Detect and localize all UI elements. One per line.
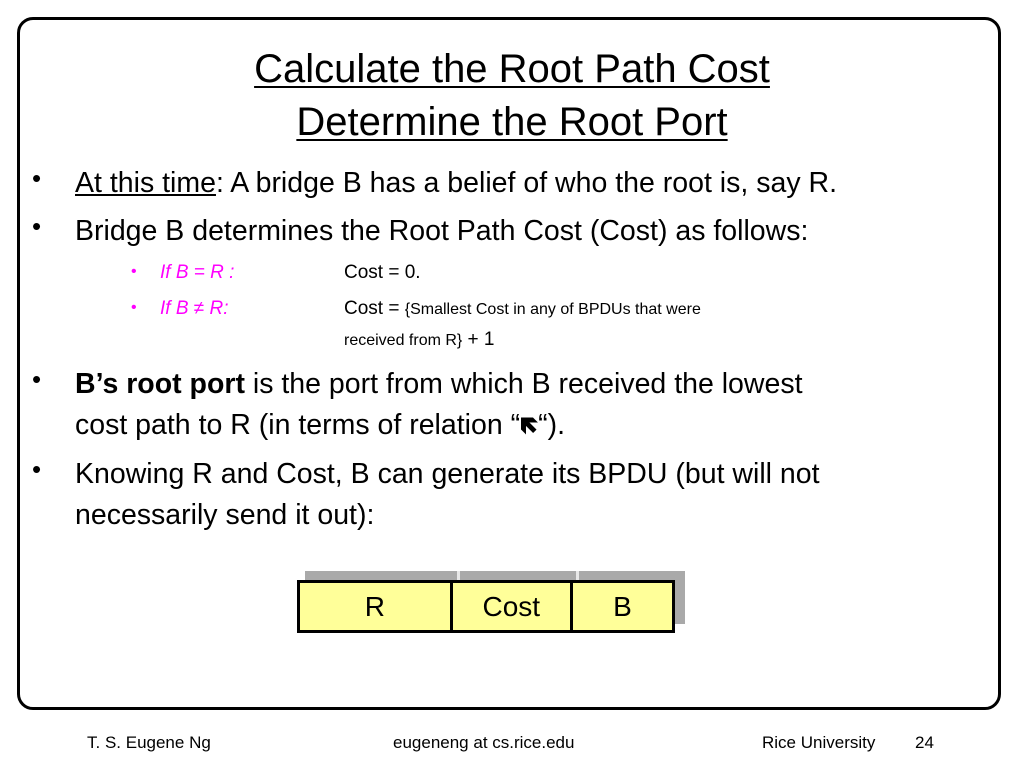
cost-formula-text: received from R} bbox=[344, 332, 463, 349]
relation-arrow-icon: 🡼 bbox=[520, 410, 539, 440]
equals-sign: = bbox=[383, 298, 405, 319]
sub-bullet-dot: • bbox=[131, 299, 137, 316]
sub-bullet-dot: • bbox=[131, 263, 137, 280]
slide-title-line1: Calculate the Root Path Cost bbox=[254, 47, 770, 91]
plus-one: + 1 bbox=[462, 329, 495, 350]
bullet-root-port-line1 bbox=[75, 364, 803, 404]
bullet-dot: • bbox=[32, 163, 42, 193]
footer-org: Rice University bbox=[762, 733, 876, 752]
bpdu-cell-bridge: B bbox=[573, 580, 675, 633]
bullet-dot: • bbox=[32, 364, 42, 394]
bpdu-cell-root: R bbox=[297, 580, 453, 633]
footer-author: T. S. Eugene Ng bbox=[87, 733, 211, 752]
at-this-time-label: At this time bbox=[75, 167, 216, 199]
footer-email: eugeneng at cs.rice.edu bbox=[393, 733, 575, 752]
bullet-bpdu-line2: necessarily send it out): bbox=[75, 499, 375, 531]
condition-b-equals-r: If B = R : bbox=[160, 262, 235, 283]
bullet-text: : A bridge B has a belief of who the root is, say R. bbox=[215, 167, 837, 199]
condition-b-not-equal-r: If B ≠ R: bbox=[160, 298, 229, 319]
slide-title-line2: Determine the Root Port bbox=[296, 100, 728, 144]
cost-zero-result: Cost = 0. bbox=[344, 262, 421, 283]
bullet-at-this-time bbox=[75, 163, 837, 203]
bpdu-cell-cost: Cost bbox=[453, 580, 573, 633]
bullet-root-port-line2 bbox=[75, 405, 565, 445]
footer-page-number: 24 bbox=[915, 733, 934, 752]
cost-formula-line2 bbox=[344, 328, 495, 353]
cost-formula-text: {Smallest Cost in any of BPDUs that were bbox=[404, 301, 701, 318]
cost-label: Cost bbox=[344, 298, 384, 319]
bpdu-table bbox=[297, 580, 675, 633]
cost-formula-line1 bbox=[344, 297, 701, 322]
root-port-term: B’s root port bbox=[75, 368, 245, 400]
bullet-text: cost path to R (in terms of relation “ bbox=[75, 409, 521, 441]
bullet-text: is the port from which B received the lowest bbox=[244, 368, 803, 400]
bullet-text: “). bbox=[538, 409, 566, 441]
bullet-dot: • bbox=[32, 454, 42, 484]
bullet-dot: • bbox=[32, 211, 42, 241]
bullet-root-path-cost: Bridge B determines the Root Path Cost (Cost) as follows: bbox=[75, 215, 809, 247]
bullet-bpdu-line1: Knowing R and Cost, B can generate its BPDU (but will not bbox=[75, 458, 820, 490]
